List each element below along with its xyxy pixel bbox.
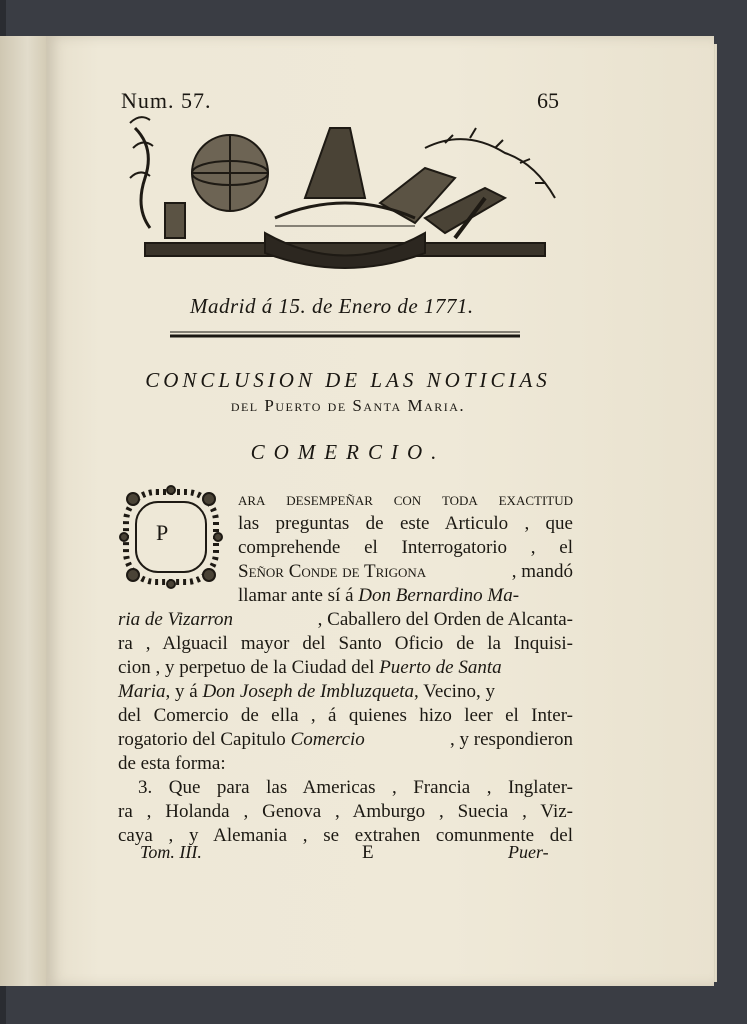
place-name: Maria bbox=[118, 681, 166, 702]
catchword: Puer- bbox=[508, 842, 549, 862]
text-line: ra , Alguacil mayor del Santo Oficio de la Inquisi- bbox=[118, 633, 573, 654]
text-line bbox=[118, 680, 573, 704]
text-fragment: llamar ante sí á bbox=[238, 585, 359, 606]
text-line bbox=[118, 728, 573, 752]
person-name: Señor Conde de Trigona bbox=[238, 561, 427, 582]
volume-label: Tom. III. bbox=[140, 842, 202, 862]
text-fragment: , mandó bbox=[511, 561, 573, 582]
place-name: Puerto de Santa bbox=[379, 657, 502, 678]
text-line bbox=[238, 560, 573, 584]
article-subtitle: del Puerto de Santa Maria. bbox=[230, 396, 466, 415]
article-title: CONCLUSION DE LAS NOTICIAS bbox=[145, 368, 551, 392]
text-fragment: , y respondieron bbox=[450, 729, 573, 750]
drop-cap-letter: P bbox=[156, 520, 169, 545]
issue-number: Num. 57. bbox=[121, 88, 212, 113]
text-line bbox=[118, 608, 573, 632]
left-page bbox=[0, 36, 47, 986]
text-line: ara desempeñar con toda exactitud bbox=[238, 489, 573, 510]
text-line: de esta forma: bbox=[118, 753, 226, 774]
person-name: Don Bernardino Ma- bbox=[358, 585, 520, 606]
page-number: 65 bbox=[537, 88, 559, 113]
text-line: 3. Que para las Americas , Francia , Inglater- bbox=[138, 777, 573, 798]
text-line: las preguntas de este Articulo , que bbox=[238, 513, 573, 534]
double-rule-divider bbox=[170, 330, 520, 338]
section-reference: Comercio bbox=[290, 729, 365, 750]
text-line: caya , y Alemania , se extrahen comunmente del bbox=[118, 825, 573, 846]
text-fragment: rogatorio del Capitulo bbox=[118, 729, 291, 750]
text-fragment: , Vecino, y bbox=[414, 681, 495, 702]
text-fragment: , y á bbox=[165, 681, 203, 702]
person-name: Don Joseph de Imbluzqueta bbox=[202, 681, 415, 702]
text-line: ra , Holanda , Genova , Amburgo , Suecia , Viz- bbox=[118, 801, 573, 822]
person-name: ria de Vizarron bbox=[118, 609, 234, 630]
text-fragment: , Caballero del Orden de Alcanta- bbox=[317, 609, 573, 630]
text-fragment: cion , y perpetuo de la Ciudad del bbox=[118, 657, 380, 678]
text-line bbox=[118, 656, 573, 680]
signature-mark: E bbox=[362, 842, 374, 863]
dateline: Madrid á 15. de Enero de 1771. bbox=[190, 294, 474, 318]
text-line: comprehende el Interrogatorio , el bbox=[238, 537, 573, 558]
text-line bbox=[238, 584, 573, 608]
ornamental-initial-frame bbox=[118, 484, 224, 590]
section-heading: COMERCIO. bbox=[250, 440, 446, 464]
text-line: del Comercio de ella , á quienes hizo leer el Inter- bbox=[118, 705, 573, 726]
decorative-vignette bbox=[125, 108, 565, 278]
